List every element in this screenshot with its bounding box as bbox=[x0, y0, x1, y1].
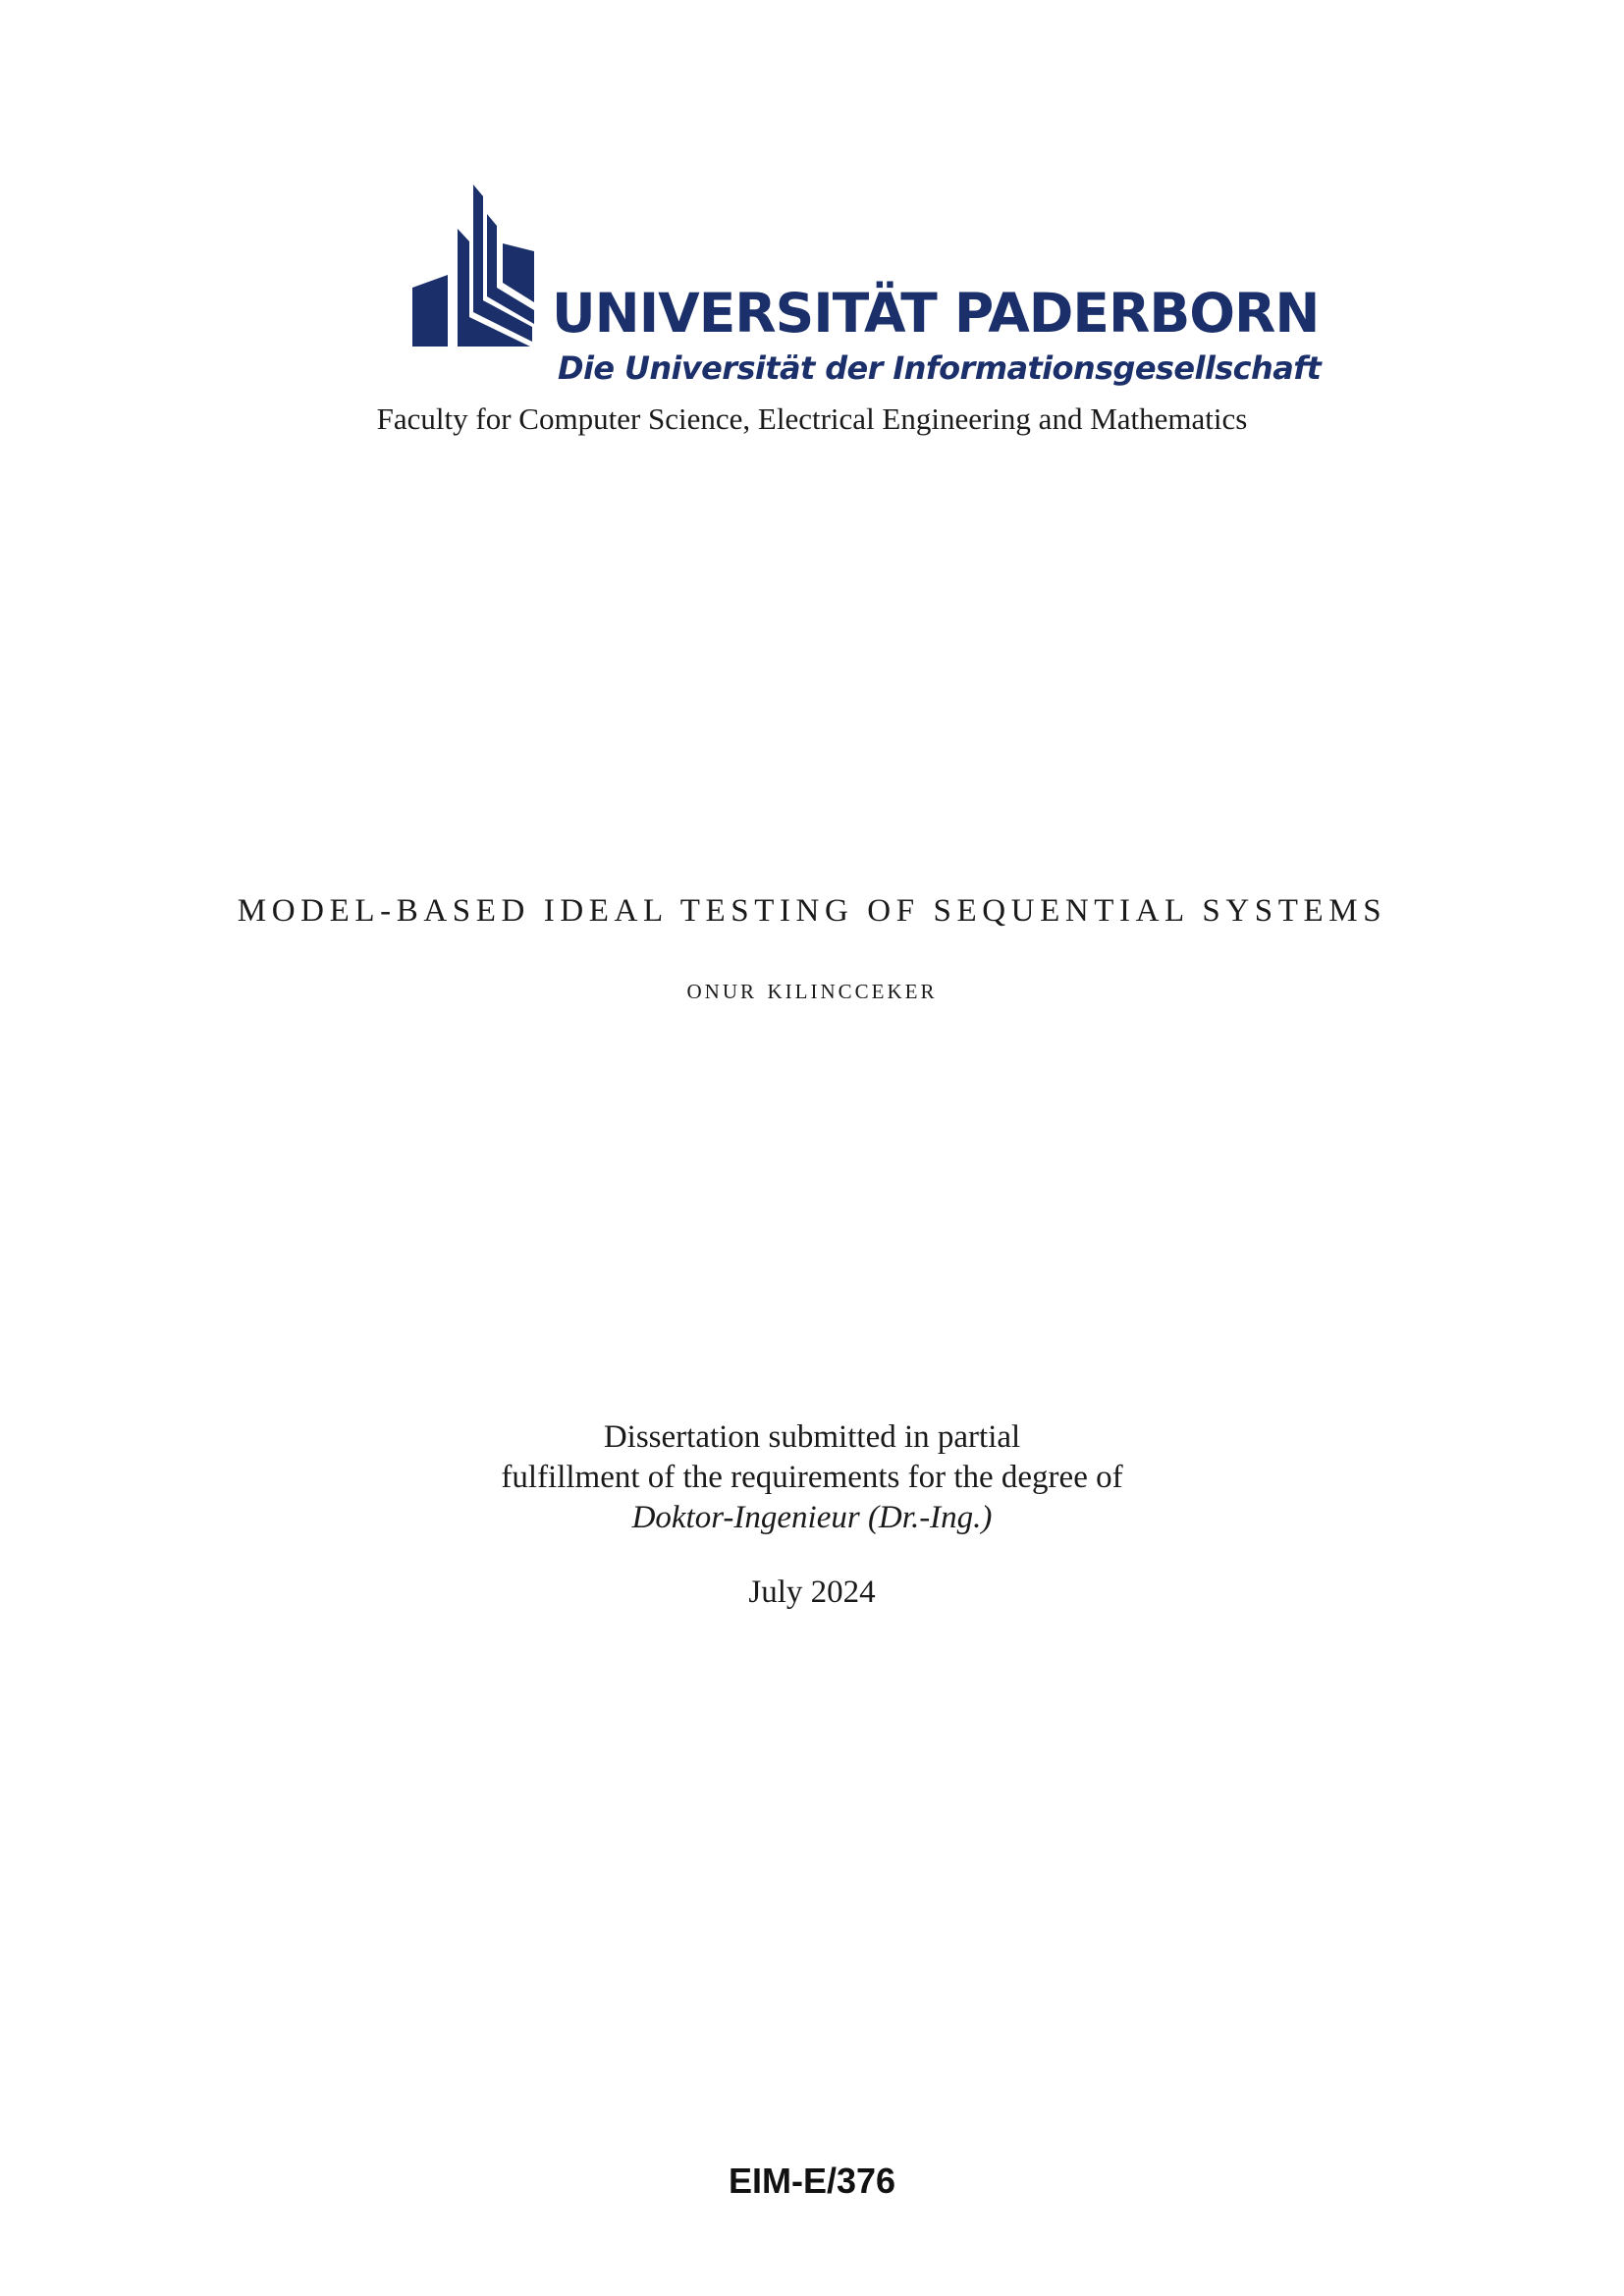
dissertation-title: MODEL-BASED IDEAL TESTING OF SEQUENTIAL SYSTEMS bbox=[237, 893, 1387, 929]
university-tagline: Die Universität der Informationsgesellschaft bbox=[558, 349, 1322, 387]
report-number: EIM-E/376 bbox=[728, 2161, 896, 2201]
degree-name: Doktor-Ingenieur (Dr.-Ing.) bbox=[631, 1500, 993, 1535]
university-emblem-icon bbox=[412, 185, 540, 351]
submission-statement bbox=[0, 1417, 1624, 1538]
faculty-name: Faculty for Computer Science, Electrical Engineering and Mathematics bbox=[376, 401, 1248, 436]
submission-line-2: fulfillment of the requirements for the degree of bbox=[501, 1460, 1123, 1495]
submission-line-1: Dissertation submitted in partial bbox=[603, 1419, 1021, 1455]
submission-date: July 2024 bbox=[748, 1575, 876, 1610]
university-name: UNIVERSITÄT PADERBORN bbox=[552, 282, 1320, 345]
university-logo bbox=[412, 185, 1322, 391]
author-name: onur kilincceker bbox=[686, 973, 938, 1005]
